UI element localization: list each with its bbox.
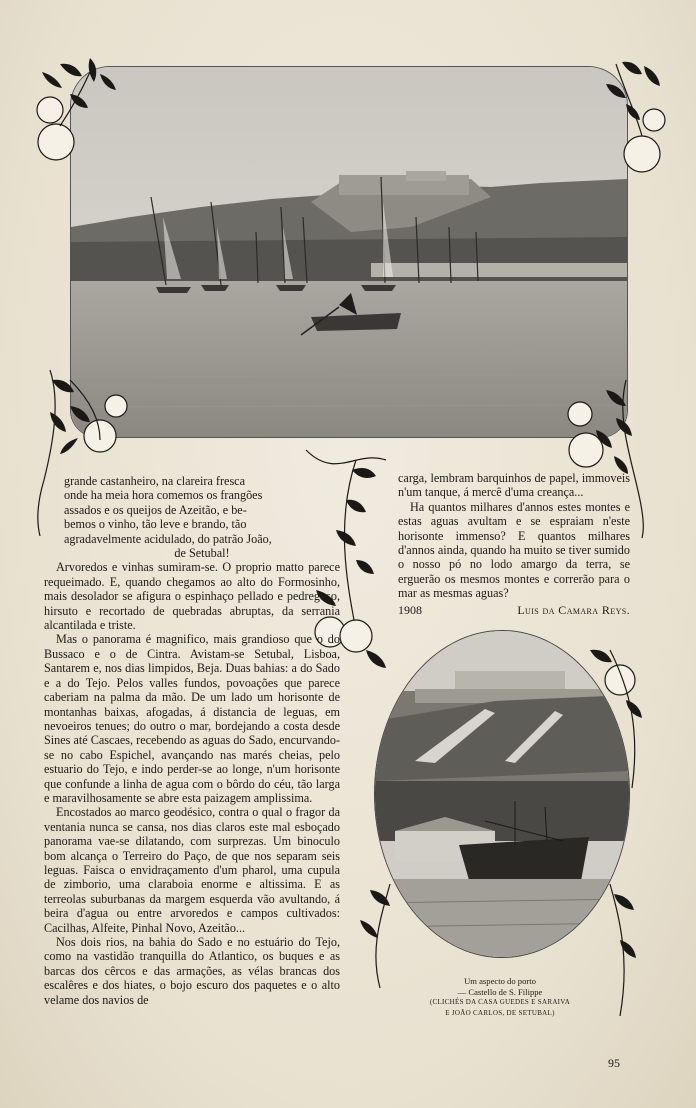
left-text-column bbox=[44, 474, 340, 1007]
caption-credit: E JOÃO CARLOS, DE SETUBAL) bbox=[445, 1008, 555, 1017]
page-number: 95 bbox=[608, 1056, 620, 1070]
text-line: bemos o vinho, tão leve e brando, tão bbox=[64, 517, 247, 532]
signature-line bbox=[398, 603, 630, 617]
paragraph: Nos dois rios, na bahia do Sado e no estuário do Tejo, como na vastidão tranquilla do Atlantico, os buques e as barcas dos cêrcos e das armações, as vélas brancas dos escalêres e dos hiates, o bojo escuro dos paquetes e o alto velame dos navios de bbox=[44, 935, 340, 1007]
text-line: de Setubal! bbox=[174, 546, 230, 561]
castle-photo-drawing bbox=[375, 631, 629, 957]
caption-credit: (CLICHÉS DA CASA GUEDES E SARAIVA bbox=[429, 998, 571, 1006]
orange-branch-ornament-top-right bbox=[586, 54, 676, 184]
year: 1908 bbox=[398, 602, 422, 617]
castle-photo bbox=[374, 630, 630, 958]
harbour-photo-drawing bbox=[71, 67, 627, 437]
text-line: grande castanheiro, na clareira fresca bbox=[64, 474, 246, 488]
caption-line: Um aspecto do porto bbox=[464, 976, 536, 986]
text-line: assados e os queijos de Azeitão, e be- bbox=[64, 502, 247, 517]
caption-line: — Castello de S. Filippe bbox=[457, 986, 543, 997]
paragraph: Encostados ao marco geodésico, contra o qual o fragor da ventania nunca se cansa, nos dias claros este mal esboçado panorama vae-se dilatando, com surprezas. Um binoculo bom alcança o Terreiro do Paço, de que nos separam seis leguas. Faisca o envidraçamento d'um pharol, uma cupula de zimborio, uma claraboia enorme e altissima. E as terreolas suburbanas da margem esquerda vão avultando, á beira d'agua ou entre arvoredos e campos cultivados: Cacilhas, Alfeite, Pinhal Novo, Azeitão... bbox=[44, 805, 340, 935]
orange-branch-ornament-top-left bbox=[30, 54, 140, 174]
text-line: onde ha meia hora comemos os frangões bbox=[64, 488, 263, 503]
paragraph: Ha quantos milhares d'annos estes montes e estas aguas avultam e se espraiam n'este horisonte immenso? E quantos milhares d'annos ainda, quando ha muito se tiver sumido o nosso pó no lodo amargo da terra, se erguerão os mesmos montes e correrão para o mar as mesmas aguas? bbox=[398, 499, 630, 601]
paragraph: Mas o panorama é magnifico, mais grandioso que o do Bussaco e o de Cintra. Avistam-se Setubal, Lisboa, Santarem e, nos dias limpidos, Beja. Duas bahias: a do Sado e a do Tejo. Pelos valles fundos, povoações que parece caberiam na palma da mão. De um lado um horisonte de montanhas baixas, afogadas, á distancia de leguas, em nevoeiros tenues; do outro o mar, bordejando a costa desde Sines até Cascaes, recebendo as aguas do Sado, encurvando-se no cabo Espichel, avançando nas marés cheias, pelo estuario do Tejo, e indo perder-se ao longe, n'um horisonte que confunde a linha de agua com o bôrdo do céu, tão larga e maravilhosamente se abre esta paizagem amplissima. bbox=[44, 632, 340, 805]
paragraph: Arvoredos e vinhas sumiram-se. O proprio matto parece requeimado. E, quando chegamos ao alto do Formosinho, mais desolador se afigura o espinhaço pellado e pedregoso, hirsuto e recortado de quebradas abruptas, da serrania alcantilada e triste. bbox=[44, 560, 340, 633]
photo-caption bbox=[400, 976, 600, 1018]
paragraph: carga, lembram barquinhos de papel, immoveis n'um tanque, á mercê d'uma creança... bbox=[398, 471, 630, 500]
author-name: Luis da Camara Reys. bbox=[517, 602, 630, 617]
text-line: agradavelmente acidulado, do patrão João, bbox=[64, 531, 272, 546]
harbour-photo bbox=[70, 66, 628, 438]
right-text-column bbox=[398, 471, 630, 617]
